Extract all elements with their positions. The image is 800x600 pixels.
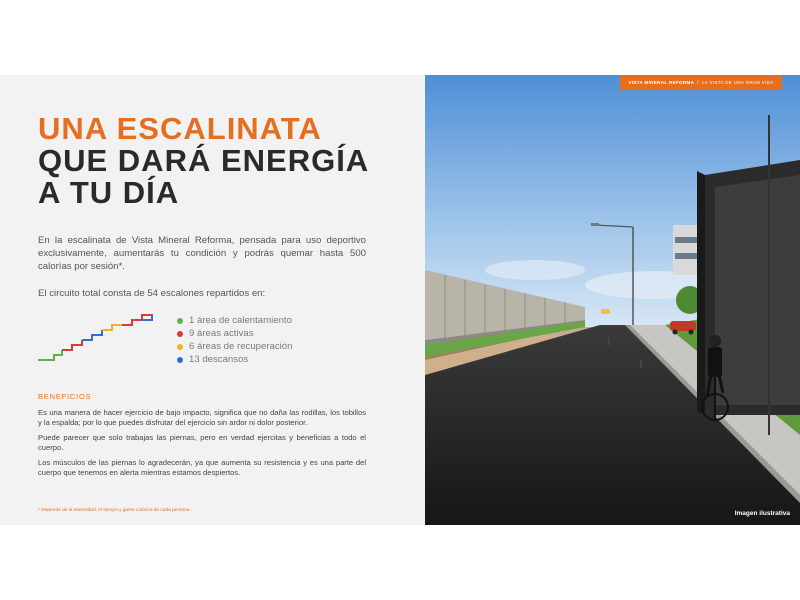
blue-dot-icon bbox=[177, 357, 183, 363]
title-line-2: QUE DARÁ ENERGÍA bbox=[38, 143, 370, 178]
legend-label: 13 descansos bbox=[189, 354, 249, 365]
benefits-text bbox=[38, 408, 366, 483]
yellow-dot-icon bbox=[177, 344, 183, 350]
legend-label: 6 áreas de recuperación bbox=[189, 341, 293, 352]
brand-tagline: LA VISTA DE UNA GRAN VIDA bbox=[701, 80, 774, 85]
legend-item bbox=[177, 327, 292, 340]
benefit-paragraph: Los músculos de las piernas lo agradecerán, ya que aumenta su resistencia y es una parte del cuerpo que tenemos en alerta mientras estamos despiertos. bbox=[38, 458, 366, 477]
text-panel bbox=[0, 75, 425, 525]
image-caption: Imagen ilustrativa bbox=[734, 510, 790, 517]
page-title bbox=[38, 113, 369, 209]
benefits-heading: BENEFICIOS bbox=[38, 392, 92, 401]
brand-header-bar bbox=[620, 75, 782, 90]
title-line-3: A TU DÍA bbox=[38, 175, 180, 210]
footnote: * Depende de la intensidad, el tiempo y gasto calórico de cada persona. bbox=[38, 508, 191, 513]
intro-paragraph: En la escalinata de Vista Mineral Reforma, pensada para uso deportivo exclusivamente, aumentarás tu condición y podrás quemar hasta 500 calorías por sesión*. bbox=[38, 235, 366, 272]
legend-item bbox=[177, 314, 292, 327]
title-line-1: UNA ESCALINATA bbox=[38, 111, 322, 146]
stairs-legend bbox=[177, 314, 292, 366]
stairs-icon bbox=[38, 314, 158, 362]
legend-label: 1 área de calentamiento bbox=[189, 315, 292, 326]
brand-name: VISTA MINERAL REFORMA bbox=[628, 80, 695, 85]
legend-item bbox=[177, 340, 292, 353]
legend-label: 9 áreas activas bbox=[189, 328, 254, 339]
benefit-paragraph: Puede parecer que solo trabajas las piernas, pero en verdad ejercitas y beneficias a todo el cuerpo. bbox=[38, 433, 366, 452]
street-rendering-illustration bbox=[425, 75, 800, 525]
green-dot-icon bbox=[177, 318, 183, 324]
red-dot-icon bbox=[177, 331, 183, 337]
legend-item bbox=[177, 353, 292, 366]
circuit-description: El circuito total consta de 54 escalones repartidos en: bbox=[38, 288, 266, 299]
rendering-image bbox=[425, 75, 800, 525]
header-separator: / bbox=[697, 80, 699, 85]
brochure-spread bbox=[0, 75, 800, 525]
benefit-paragraph: Es una manera de hacer ejercicio de bajo impacto, significa que no daña las rodillas, los tobillos y la espalda; por lo que puedes disfrutar del ejercicio sin ardor ni dolor posterior. bbox=[38, 408, 366, 427]
